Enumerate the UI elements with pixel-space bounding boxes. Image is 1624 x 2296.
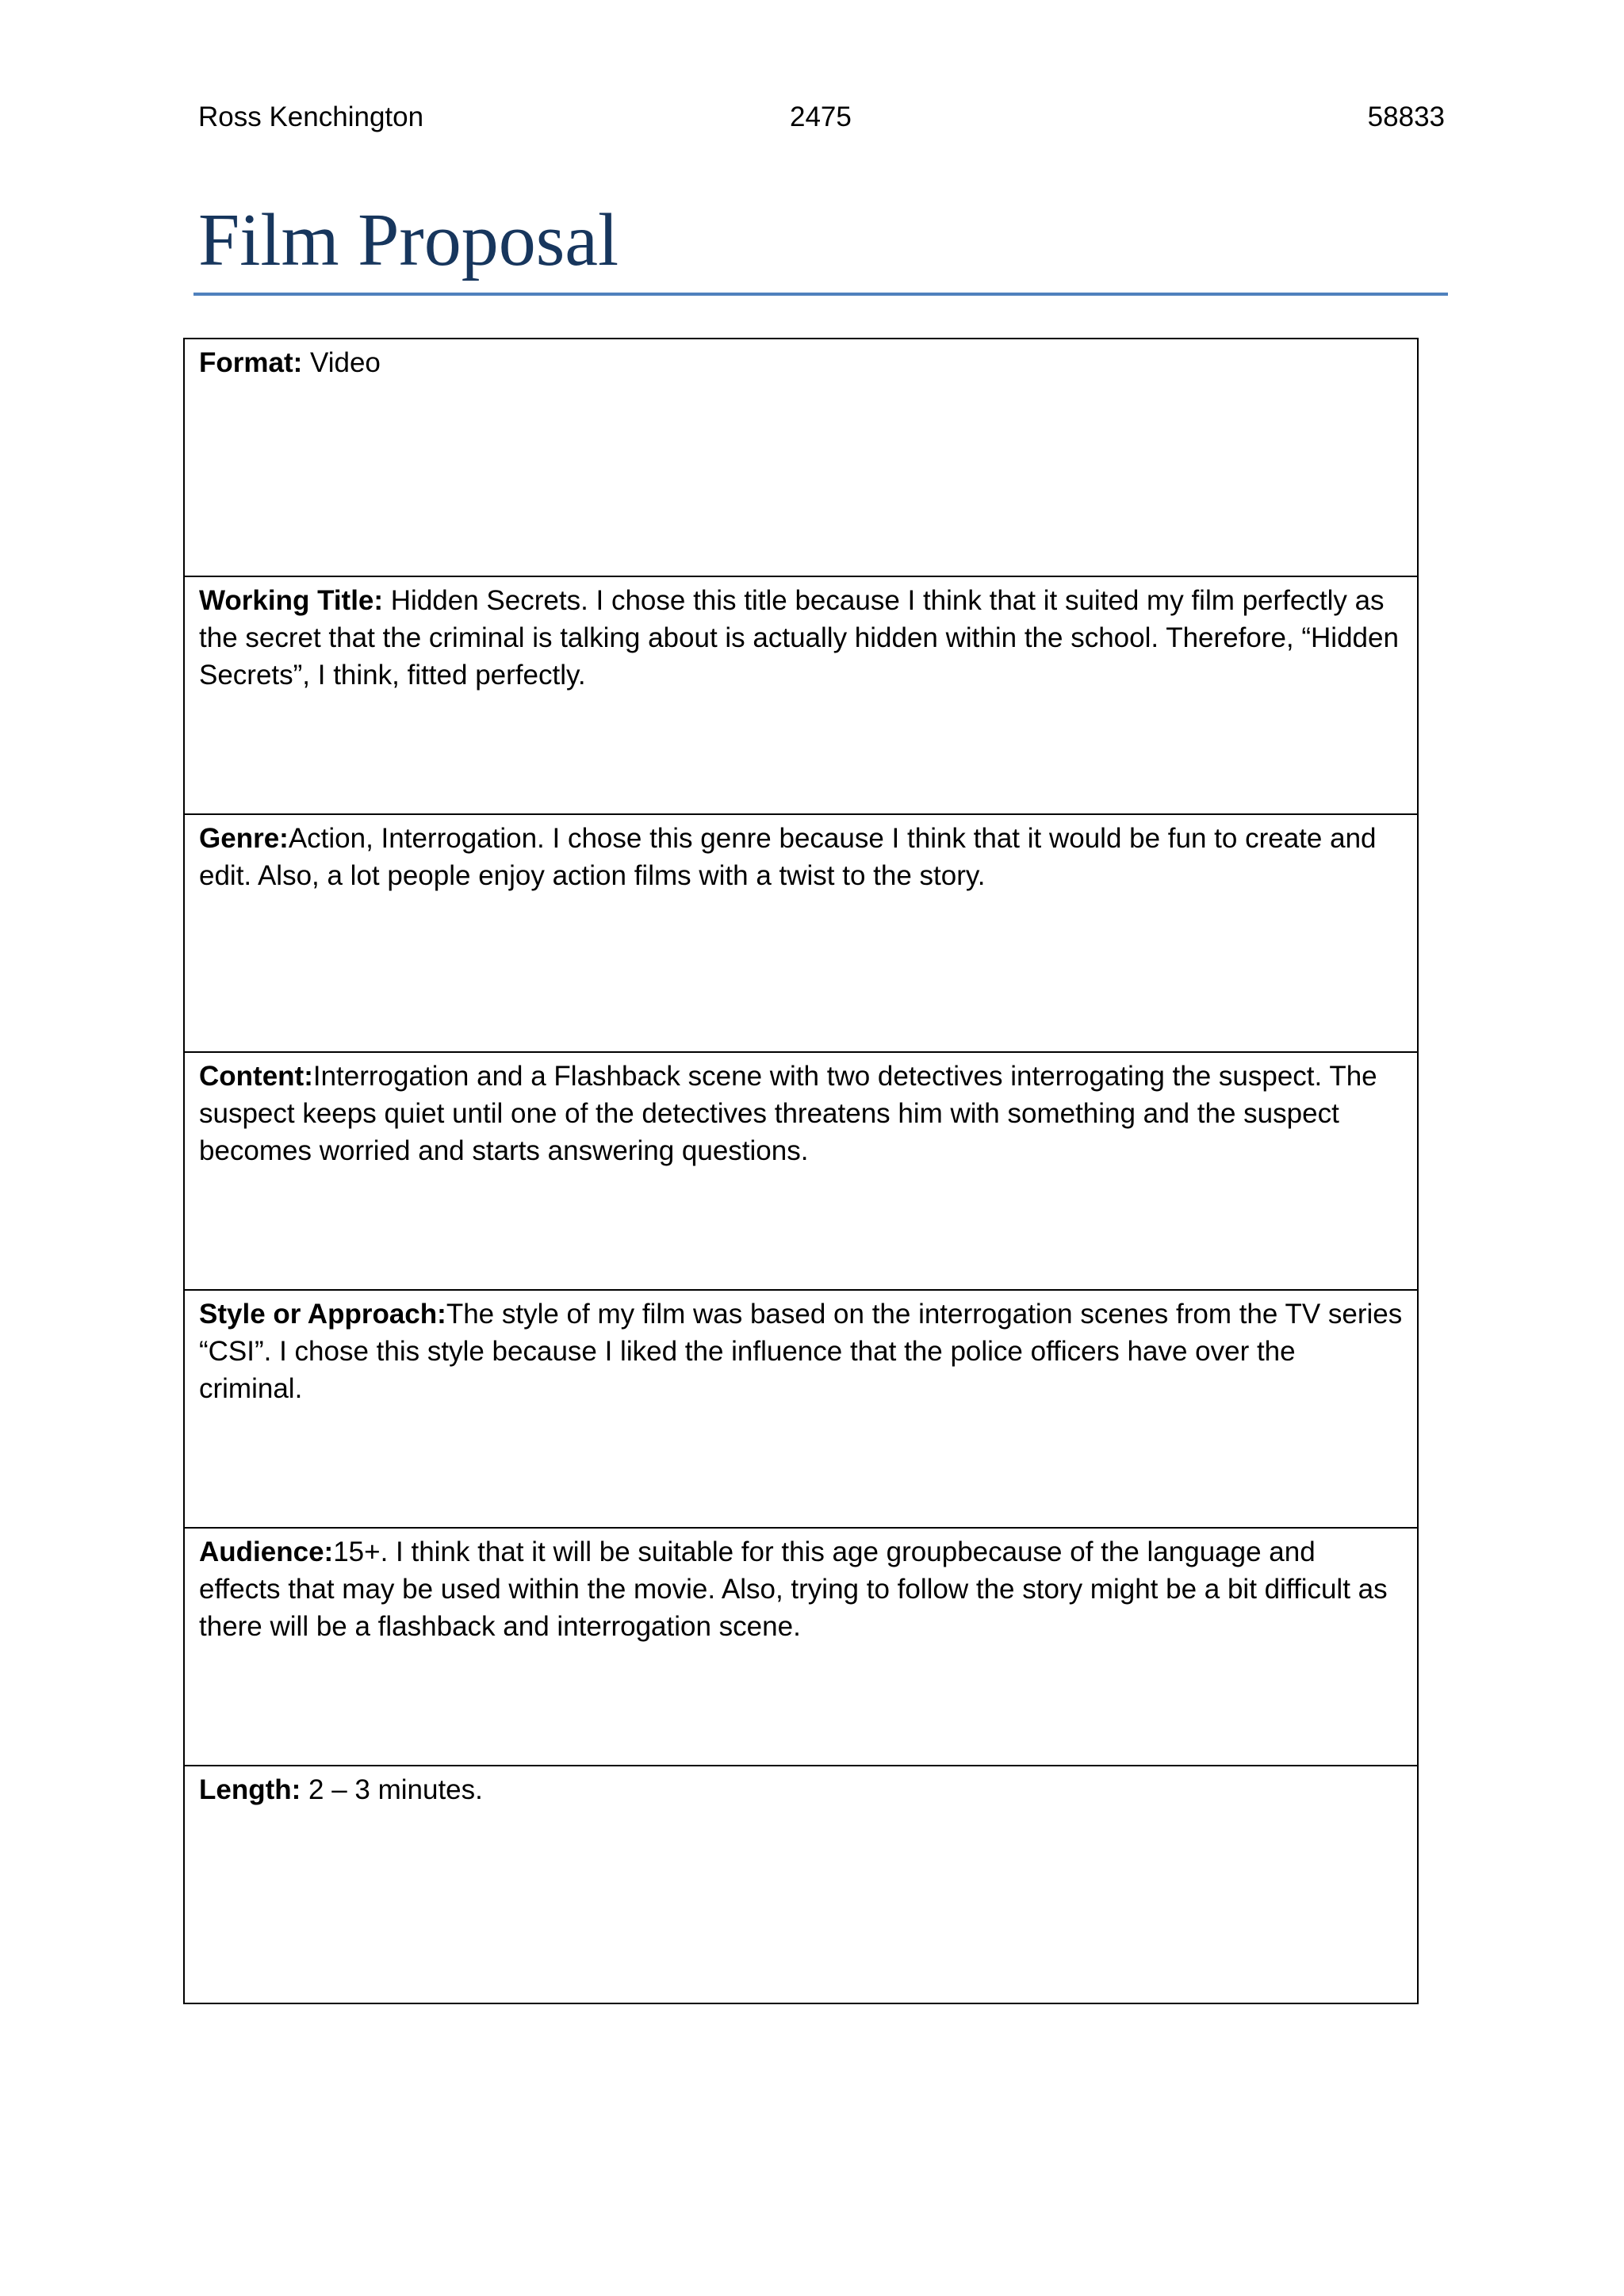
audience-label: Audience: [199,1536,334,1567]
format-cell [184,339,1418,576]
genre-row [184,814,1418,1052]
length-label: Length: [199,1774,301,1805]
style-value: The style of my film was based on the interrogation scenes from the TV series “CSI”. I chose this style because I liked the influence that the police officers have over the criminal. [199,1299,1403,1404]
format-label: Format: [199,347,303,378]
format-value: Video [302,347,381,378]
genre-label: Genre: [199,823,289,854]
audience-value: 15+. I think that it will be suitable for this age groupbecause of the language and effects that may be used within the movie. Also, trying to follow the story might be a bit difficult as there will be a flashback and interrogation scene. [199,1536,1388,1642]
length-row [184,1766,1418,2003]
content-value: Interrogation and a Flashback scene with two detectives interrogating the suspect. The suspect keeps quiet until one of the detectives threatens him with something and the suspect becomes worried and starts answering questions. [199,1061,1377,1166]
working-title-cell [184,576,1418,814]
content-row [184,1052,1418,1290]
content-label: Content: [199,1061,313,1092]
style-row [184,1290,1418,1528]
length-value: 2 – 3 minutes. [301,1774,483,1805]
author-name: Ross Kenchington [198,101,424,132]
working-title-row [184,576,1418,814]
proposal-table [183,338,1419,2004]
working-title-label: Working Title: [199,585,384,616]
style-label: Style or Approach: [199,1299,446,1330]
audience-row [184,1528,1418,1766]
format-row [184,339,1418,576]
style-cell [184,1290,1418,1528]
title-underline [193,293,1448,296]
page-header [198,98,1445,136]
candidate-number: 2475 [790,101,852,132]
genre-cell [184,814,1418,1052]
length-cell [184,1766,1418,2003]
working-title-value: Hidden Secrets. I chose this title because I think that it suited my film perfectly as the secret that the criminal is talking about is actually hidden within the school. Therefore, “Hidden Secrets”, I think, fitted perfectly. [199,585,1399,691]
genre-value: Action, Interrogation. I chose this genre because I think that it would be fun to create and edit. Also, a lot people enjoy action films with a twist to the story. [199,823,1377,891]
document-title: Film Proposal [198,199,619,281]
audience-cell [184,1528,1418,1766]
content-cell [184,1052,1418,1290]
centre-number: 58833 [1367,101,1445,132]
